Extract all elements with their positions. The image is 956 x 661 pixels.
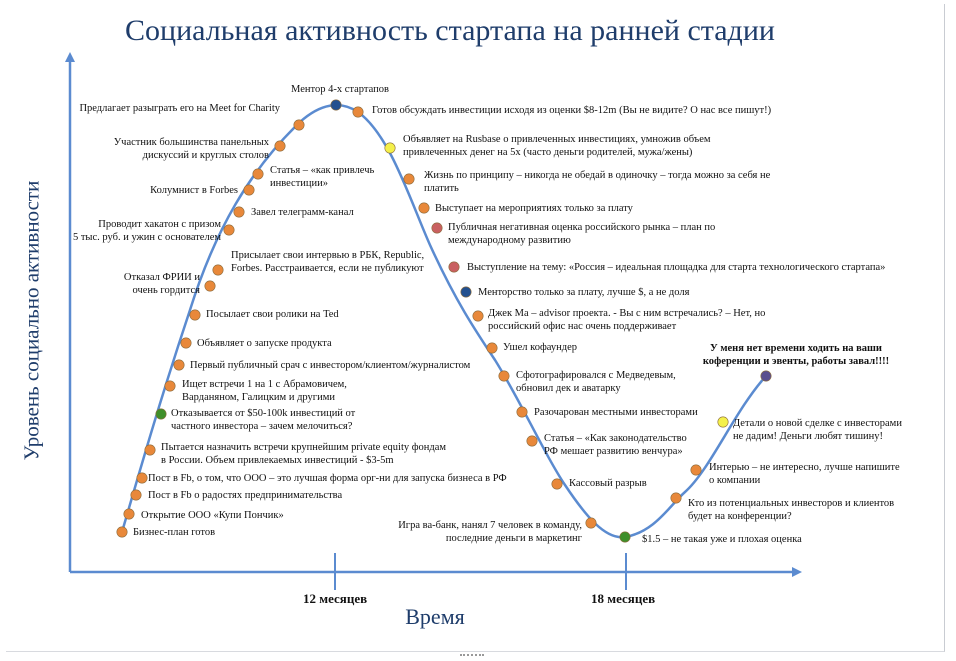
milestone-label xyxy=(79,103,280,116)
milestone-label-line: Ищет встречи 1 на 1 с Абрамовичем, xyxy=(182,379,347,390)
milestone-label xyxy=(403,134,711,159)
milestone-label xyxy=(372,105,771,118)
y-axis-label: Уровень социально активности xyxy=(19,180,44,461)
milestone-label-line: Джек Ма – advisor проекта. - Вы с ним встречались? – Нет, но xyxy=(488,308,766,319)
milestone-label xyxy=(133,527,215,540)
milestone-marker xyxy=(552,479,562,489)
milestone-label xyxy=(488,308,765,333)
milestone-marker xyxy=(145,445,155,455)
milestone-label xyxy=(534,407,698,420)
milestone-marker xyxy=(353,107,363,117)
milestone-label xyxy=(503,342,577,355)
milestone-label-line: Объявляет о запуске продукта xyxy=(197,338,332,349)
milestone-label xyxy=(733,418,902,443)
milestone-label-line: не дадим! Деньги любят тишину! xyxy=(733,430,884,442)
milestone-label-line: Отказывается от $50-100k инвестиций от xyxy=(171,408,356,419)
milestone-label-line: Отказал ФРИИ и xyxy=(123,272,200,283)
page-handle xyxy=(460,654,484,660)
milestone-label-line: РФ мешает развитию венчура» xyxy=(544,445,683,457)
milestone-label-line: Публичная негативная оценка российского рынка – план по xyxy=(448,222,716,233)
milestone-label-line: Кассовый разрыв xyxy=(569,478,647,489)
milestone-marker xyxy=(385,143,395,153)
milestone-marker xyxy=(527,436,537,446)
milestone-label-line: очень гордится xyxy=(132,284,200,296)
milestone-label-line: Ментор 4-х стартапов xyxy=(291,84,389,95)
milestone-label xyxy=(190,360,470,373)
milestone-marker xyxy=(404,174,414,184)
milestone-label-line: последние деньги в маркетинг xyxy=(445,532,582,544)
milestone-label-line: частного инвестора – зачем мелочиться? xyxy=(171,420,353,432)
milestone-label-line: Кто из потенциальных инвесторов и клиентов xyxy=(688,498,895,509)
milestone-marker xyxy=(253,169,263,179)
milestone-label xyxy=(251,207,354,220)
milestone-label-line: российский офис нас очень поддерживает xyxy=(488,320,677,332)
milestone-label-line: Forbes. Расстраивается, если не публикуют xyxy=(231,262,424,274)
milestone-label-line: Пост в Fb о радостях предпринимательства xyxy=(148,490,343,501)
milestone-label-line: 5 тыс. руб. и ужин с основателем xyxy=(72,231,221,243)
milestone-marker xyxy=(691,465,701,475)
milestone-label-line: У меня нет времени ходить на ваши xyxy=(710,343,882,354)
milestone-label xyxy=(150,185,238,198)
milestone-label-line: Завел телеграмм-канал xyxy=(251,207,354,218)
milestone-marker xyxy=(244,185,254,195)
milestone-label xyxy=(398,520,582,545)
milestone-label-line: Игра ва-банк, нанял 7 человек в команду, xyxy=(398,520,582,531)
milestone-label xyxy=(642,534,802,547)
milestone-marker xyxy=(331,100,341,110)
milestone-label-line: Предлагает разыграть его на Meet for Charity xyxy=(79,103,280,114)
milestone-marker xyxy=(165,381,175,391)
milestone-label xyxy=(73,219,221,244)
milestone-marker xyxy=(499,371,509,381)
milestone-label-line: Интерью – не интересно, лучше напишите xyxy=(709,462,900,473)
milestone-marker xyxy=(620,532,630,542)
milestone-label-line: Проводит хакатон с призом xyxy=(98,219,221,230)
milestone-marker xyxy=(761,371,771,381)
milestone-label-line: Готов обсуждать инвестиции исходя из оценки $8-12m (Вы не видите? О нас все пишут!) xyxy=(372,105,772,116)
milestone-label xyxy=(270,84,410,97)
milestone-label-line: дискуссий и круглых столов xyxy=(142,149,269,161)
milestone-marker xyxy=(156,409,166,419)
milestone-label-line: о компании xyxy=(709,474,761,486)
milestone-marker xyxy=(432,223,442,233)
milestone-marker xyxy=(137,473,147,483)
milestone-label-line: Ушел кофаундер xyxy=(503,342,577,353)
milestone-label-line: в России. Объем привлекаемых инвестиций - $3-5m xyxy=(161,454,394,466)
milestone-label-line: платить xyxy=(424,182,459,194)
milestone-label-line: обновил дек и аватарку xyxy=(516,382,621,394)
milestone-marker xyxy=(294,120,304,130)
milestone-label xyxy=(141,510,284,523)
milestone-marker xyxy=(517,407,527,417)
milestone-marker xyxy=(487,343,497,353)
milestone-label xyxy=(448,222,715,247)
milestone-marker xyxy=(131,490,141,500)
milestone-label-line: инвестиции» xyxy=(270,177,329,189)
milestone-label-line: Выступление на тему: «Россия – идеальная площадка для старта технологического стартапа» xyxy=(467,262,886,273)
milestone-marker xyxy=(190,310,200,320)
milestone-label-line: Разочарован местными инвесторами xyxy=(534,407,698,418)
milestone-label xyxy=(688,498,894,523)
milestone-label xyxy=(424,170,770,195)
milestone-label-line: Бизнес-план готов xyxy=(133,527,216,538)
milestone-marker xyxy=(473,311,483,321)
milestone-label xyxy=(569,478,647,491)
milestone-label xyxy=(114,137,269,162)
milestone-label-line: Статья – «Как законодательство xyxy=(544,433,687,444)
milestone-label-line: Варданяном, Галицким и другими xyxy=(182,391,335,403)
milestone-label-line: Менторство только за плату, лучше $, а не доля xyxy=(478,287,690,298)
milestone-label-line: $1.5 – не такая уже и плохая оценка xyxy=(642,534,802,545)
milestone-label-line: коференции и эвенты, работы завал!!!! xyxy=(702,355,890,367)
milestone-label xyxy=(124,272,200,297)
milestone-marker xyxy=(224,225,234,235)
milestone-marker xyxy=(461,287,471,297)
milestone-label xyxy=(478,287,689,300)
milestone-label xyxy=(206,309,339,322)
milestone-label xyxy=(709,462,900,487)
milestone-label xyxy=(161,442,446,467)
milestone-marker xyxy=(671,493,681,503)
milestone-label xyxy=(516,370,676,395)
milestone-marker xyxy=(174,360,184,370)
milestone-label-line: Детали о новой сделке с инвесторами xyxy=(733,418,902,429)
milestone-label xyxy=(544,433,687,458)
milestone-label xyxy=(197,338,332,351)
x-tick-label-18-months: 18 месяцев xyxy=(591,591,656,606)
milestone-label xyxy=(171,408,355,433)
milestone-label-line: привлеченных денег на 5х (часто деньги родителей, мужа/жены) xyxy=(403,146,693,158)
milestone-label xyxy=(182,379,347,404)
milestone-label-line: Участник большинства панельных xyxy=(113,137,269,148)
milestone-label-line: Жизнь по принципу – никогда не обедай в одиночку – тогда можно за себя не xyxy=(424,170,771,181)
milestone-label-line: Пытается назначить встречи крупнейшим private equity фондам xyxy=(161,442,447,453)
milestone-marker xyxy=(586,518,596,528)
milestone-marker xyxy=(117,527,127,537)
milestone-marker xyxy=(449,262,459,272)
milestone-label-line: международному развитию xyxy=(448,234,571,246)
milestone-marker xyxy=(181,338,191,348)
milestone-marker xyxy=(718,417,728,427)
milestone-marker xyxy=(419,203,429,213)
milestone-marker xyxy=(124,509,134,519)
milestone-label-line: Посылает свои ролики на Ted xyxy=(206,309,339,320)
milestone-label xyxy=(435,203,633,216)
milestone-label-line: Первый публичный срач с инвестором/клиентом/журналистом xyxy=(190,360,471,371)
milestone-label-line: Сфотографировался с Медведевым, xyxy=(516,370,676,381)
x-tick-label-12-months: 12 месяцев xyxy=(303,591,368,606)
milestone-label xyxy=(148,490,342,503)
milestone-label xyxy=(231,250,424,275)
milestone-label-line: Присылает свои интервью в РБК, Republic, xyxy=(231,250,425,261)
milestone-marker xyxy=(205,281,215,291)
milestone-label xyxy=(148,473,507,486)
milestone-label xyxy=(467,262,885,275)
milestone-label xyxy=(270,165,374,190)
x-axis-label: Время xyxy=(405,604,465,629)
milestone-label-line: Пост в Fb, о том, что ООО – это лучшая форма орг-ни для запуска бизнеса в РФ xyxy=(148,473,507,484)
milestone-marker xyxy=(234,207,244,217)
milestone-label xyxy=(696,343,896,368)
milestone-label-line: Выступает на мероприятиях только за плату xyxy=(435,203,633,214)
milestone-label-line: Статья – «как привлечь xyxy=(270,165,375,176)
milestone-marker xyxy=(275,141,285,151)
milestone-label-line: Объявляет на Rusbase о привлеченных инвестициях, умножив объем xyxy=(403,134,711,145)
milestone-label-line: будет на конференции? xyxy=(688,510,792,522)
milestone-label-line: Открытие ООО «Купи Пончик» xyxy=(141,510,284,521)
milestone-marker xyxy=(213,265,223,275)
slide-title: Социальная активность стартапа на ранней стадии xyxy=(125,14,775,47)
milestone-label-line: Колумнист в Forbes xyxy=(150,185,238,196)
